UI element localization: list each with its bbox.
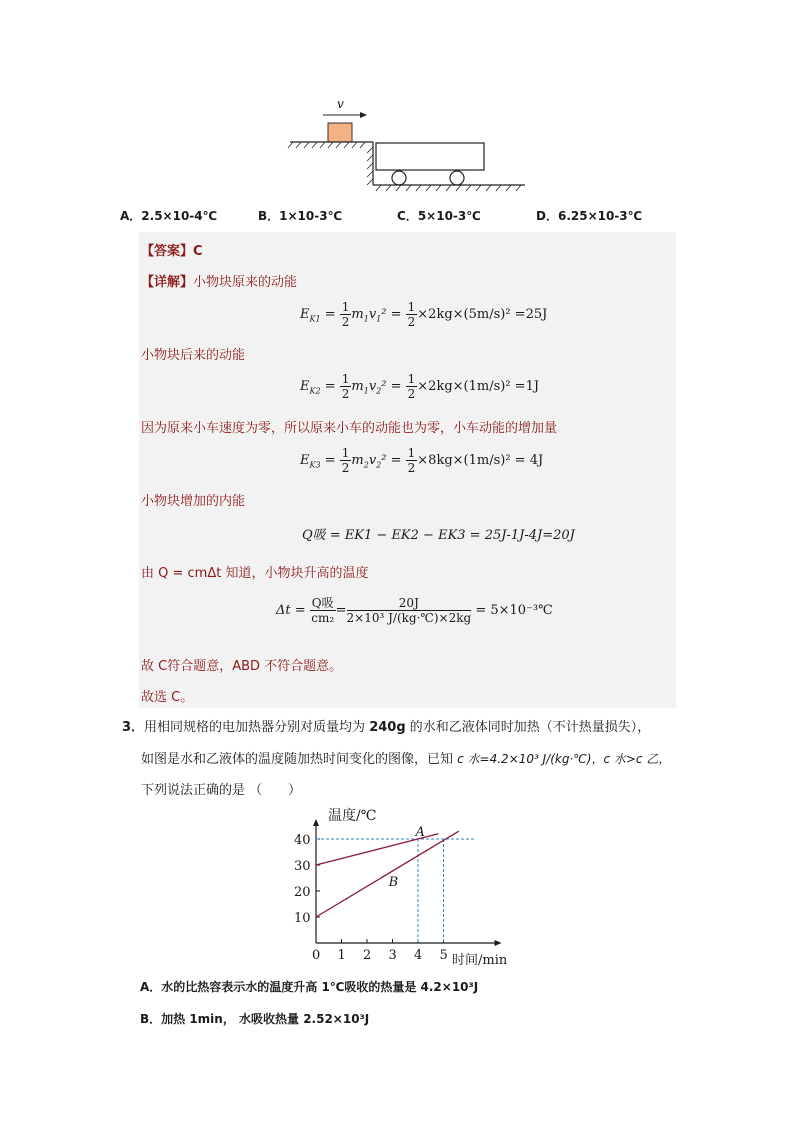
x-tick-label: 2 (363, 948, 372, 963)
velocity-label: v (337, 97, 344, 111)
x-axis-arrow (495, 940, 502, 946)
y-tick-label: 40 (294, 833, 311, 848)
equation-4: Q吸 = EK1 − EK2 − EK3 = 25J-1J-4J=20J (302, 528, 575, 543)
detail-line-5: 由 Q = cmΔt 知道，小物块升高的温度 (141, 566, 369, 581)
detail-tag: 【详解】 (141, 275, 194, 290)
q2-option-c-value: 5×10-3℃ (417, 209, 481, 223)
x-tick-label: 4 (414, 948, 423, 963)
q3-line-3: 下列说法正确的是 （ ） (141, 783, 302, 798)
q2-option-b[interactable]: B．1×10-3℃ (258, 209, 343, 223)
q3-number: 3． (122, 720, 145, 735)
q2-option-d[interactable]: D．6.25×10-3℃ (536, 209, 643, 223)
x-tick-label: 0 (312, 948, 321, 963)
detail-line-4: 小物块增加的内能 (141, 494, 246, 509)
q2-option-c[interactable]: C．5×10-3℃ (397, 209, 481, 223)
detail-line-6: 故 C符合题意，ABD 不符合题意。 (141, 659, 343, 674)
cart-wheel-right (450, 171, 464, 185)
detail-line-3: 因为原来小车速度为零，所以原来小车的动能也为零，小车动能的增加量 (141, 421, 558, 436)
x-tick-label: 5 (439, 948, 448, 963)
cart-body (376, 143, 484, 170)
y-axis-arrow (313, 819, 319, 826)
block-cart-figure (285, 95, 530, 195)
q3-option-b[interactable]: B．加热 1min， 水吸收热量 2.52×10³J (140, 1012, 370, 1026)
x-tick-label: 1 (337, 948, 346, 963)
detail-line-7: 故选 C。 (141, 690, 194, 705)
detail-line-2: 小物块后来的动能 (141, 348, 246, 363)
answer-tag: 【答案】 (141, 244, 194, 259)
q3-line-2: 如图是水和乙液体的温度随加热时间变化的图像，已知 c 水=4.2×10³ J/(kg·℃)，c 水>c 乙， (141, 752, 671, 767)
q2-option-a-value: 2.5×10-4℃ (141, 209, 218, 223)
q3-line-1: 3．用相同规格的电加热器分别对质量均为 240g 的水和乙液体同时加热（不计热量损失）， (122, 720, 651, 735)
x-tick-label: 3 (388, 948, 397, 963)
equation-5: Δt = $\frac{\text{Q吸}}{\text{cm₂}}$ = $\frac{20J}{\text{2×10³ J/(kg·℃)×2kg}}$ = 5×10⁻³℃ (276, 596, 553, 625)
answer-line (141, 240, 203, 259)
small-block (328, 123, 352, 142)
q2-option-a[interactable]: A．2.5×10-4℃ (120, 209, 218, 223)
series-line-b (316, 831, 459, 917)
series-label-a: A (415, 824, 425, 840)
y-tick-label: 20 (294, 885, 311, 900)
temperature-time-chart (280, 800, 530, 970)
cart-wheel-left (392, 171, 406, 185)
chart-xlabel: 时间/min (452, 953, 508, 968)
y-tick-label: 30 (294, 859, 311, 874)
q3-option-a[interactable]: A．水的比热容表示水的温度升高 1℃吸收的热量是 4.2×10³J (140, 980, 479, 994)
series-label-b: B (388, 874, 399, 890)
equation-1: $E_{K1}$ = $\frac{1}{2}$ $m_1v_1^2$ = $\frac{1}{2}$ ×2kg×(5m/s)² =25J (300, 300, 548, 329)
detail-line-1: 【详解】小物块原来的动能 (141, 275, 298, 290)
answer-value: C (193, 244, 203, 259)
equation-2: $E_{K2}$ = $\frac{1}{2}$ $m_1v_2^2$ = $\frac{1}{2}$ ×2kg×(1m/s)² =1J (300, 372, 540, 401)
y-tick-label: 10 (294, 911, 311, 926)
q2-option-d-value: 6.25×10-3℃ (557, 209, 643, 223)
chart-ylabel: 温度/℃ (328, 808, 377, 824)
equation-3: $E_{K3}$ = $\frac{1}{2}$ $m_2v_2^2$ = $\frac{1}{2}$ ×8kg×(1m/s)² = 4J (300, 446, 544, 475)
q2-option-b-value: 1×10-3℃ (279, 209, 343, 223)
